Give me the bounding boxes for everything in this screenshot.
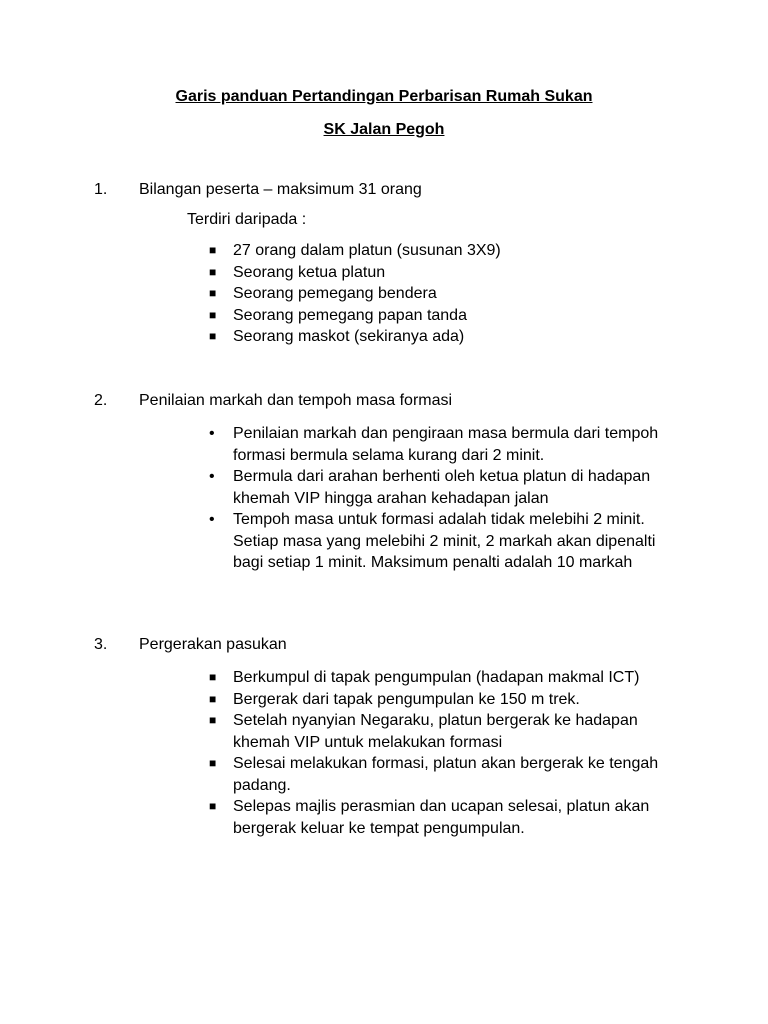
square-bullet-icon: ■ [209,670,217,684]
list-item: ■ 27 orang dalam platun (susunan 3X9) [0,240,768,262]
list-item: • Tempoh masa untuk formasi adalah tidak melebihi 2 minit. Setiap masa yang melebihi 2 minit, 2 markah akan dipenalti bagi setiap 1 minit. Maksimum penalti adalah 10 markah [209,511,656,571]
section-heading: Bilangan peserta – maksimum 31 orang [139,181,422,198]
bullet-list [0,423,768,574]
document-subtitle: SK Jalan Pegoh [323,121,445,138]
section-heading: Penilaian markah dan tempoh masa formasi [139,392,453,409]
disc-bullet-icon: • [209,425,215,442]
section-heading: Pergerakan pasukan [139,636,287,653]
section-subheading: Terdiri daripada : [187,211,307,228]
square-bullet-icon: ■ [209,286,217,300]
list-item: ■ Seorang ketua platun [0,262,768,284]
list-item: • Penilaian markah dan pengiraan masa bermula dari tempoh formasi bermula selama kurang dari 2 minit. [209,425,659,464]
list-item: ■ Seorang pemegang bendera [0,283,768,305]
list-item: ■ Bergerak dari tapak pengumpulan ke 150 m trek. [0,689,768,711]
square-bullet-icon: ■ [209,799,217,813]
disc-bullet-icon: • [209,468,215,485]
square-bullet-icon: ■ [209,691,217,706]
document-title: Garis panduan Pertandingan Perbarisan Rumah Sukan [175,88,593,105]
list-item: ■ Selesai melakukan formasi, platun akan bergerak ke tengah padang. [209,755,659,794]
disc-bullet-icon: • [209,511,215,528]
list-item: ■ Setelah nyanyian Negaraku, platun bergerak ke hadapan khemah VIP untuk melakukan formasi [209,712,638,751]
list-item: ■ Berkumpul di tapak pengumpulan (hadapan makmal ICT) [0,667,768,689]
square-bullet-icon: ■ [209,713,217,727]
bullet-list [0,667,768,839]
bullet-list [0,240,768,348]
list-item: ■ Selepas majlis perasmian dan ucapan selesai, platun akan bergerak keluar ke tempat pengumpulan. [209,798,650,837]
square-bullet-icon: ■ [209,243,217,257]
square-bullet-icon: ■ [209,264,217,279]
square-bullet-icon: ■ [209,307,217,322]
section-number: 1. [94,181,108,198]
list-item: • Bermula dari arahan berhenti oleh ketua platun di hadapan khemah VIP hingga arahan kehadapan jalan [209,468,651,507]
list-item: ■ Seorang pemegang papan tanda [0,305,768,327]
square-bullet-icon: ■ [209,329,217,343]
square-bullet-icon: ■ [209,756,217,770]
section-number: 2. [94,392,108,409]
list-item: ■ Seorang maskot (sekiranya ada) [0,326,768,348]
section-number: 3. [94,636,108,653]
